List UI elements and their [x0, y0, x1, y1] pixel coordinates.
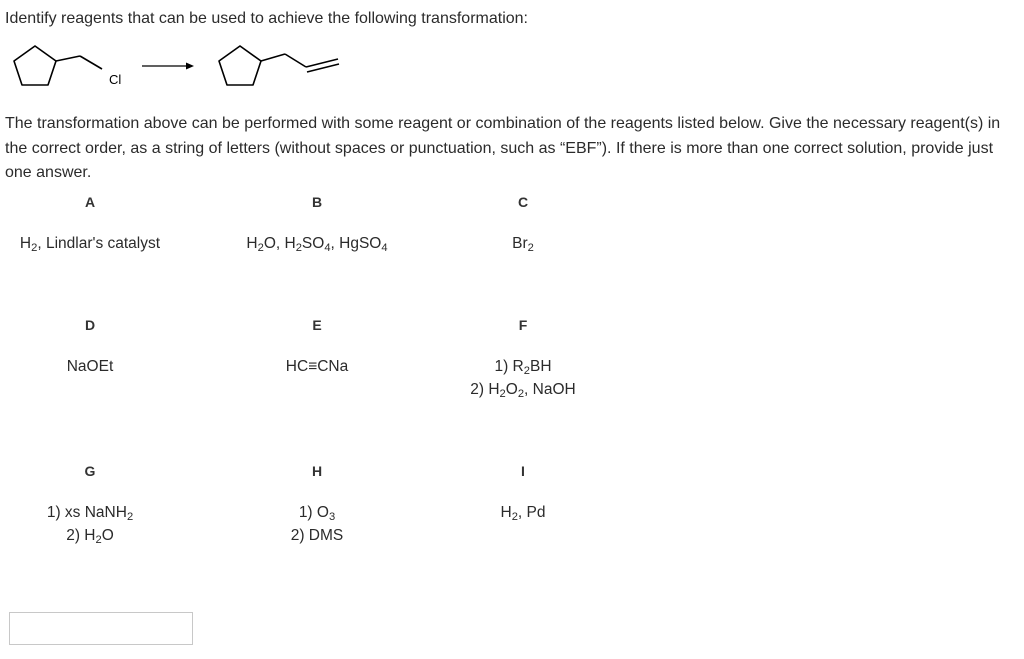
reagent-line: HC≡CNa	[285, 358, 349, 375]
reagent-line: $H_2O$, $H_2SO_4$, HgSO$_4$	[246, 235, 388, 254]
question-prompt: Identify reagents that can be used to achieve the following transformation:	[5, 10, 528, 27]
reagent-line: NaOEt	[66, 358, 114, 375]
chlorine-label: Cl	[109, 72, 122, 87]
reagent-text	[0, 355, 190, 378]
reagent-line: 2) $H_2O$	[66, 527, 114, 546]
reagent-text	[423, 501, 623, 524]
reagent-letter: F	[518, 317, 528, 333]
question-description: The transformation above can be performed with some reagent or combination of the reagents listed below. Give the necessary reagent(s) in the correct order, as a string of letters (without spaces or punctuation, such as “EBF”). If there is more than one correct solution, provide just one answer.	[5, 115, 1001, 181]
reagent-option-b	[217, 192, 417, 255]
reagent-text	[217, 232, 417, 255]
reagent-option-h	[217, 461, 417, 547]
reagent-letter: C	[517, 194, 529, 210]
reaction-scheme	[8, 40, 348, 95]
reagent-letter: E	[312, 317, 322, 333]
reagent-option-e	[217, 315, 417, 378]
reagent-line: 1) $O_3$	[298, 504, 336, 523]
reagent-option-f	[423, 315, 623, 401]
answer-input[interactable]	[9, 612, 193, 645]
reagent-line: 1) xs NaNH$_2$	[46, 504, 134, 523]
reagent-text	[423, 232, 623, 255]
reagent-letter: H	[311, 463, 323, 479]
reagent-option-c	[423, 192, 623, 255]
reaction-arrow	[142, 63, 194, 70]
reagent-line: $H_2$, Lindlar's catalyst	[19, 235, 161, 254]
reagent-text	[217, 501, 417, 547]
starting-material-structure	[14, 46, 102, 85]
reagent-line: $H_2$, Pd	[500, 504, 546, 523]
reagent-text	[0, 232, 190, 255]
reagent-option-d	[0, 315, 190, 378]
reagent-option-i	[423, 461, 623, 524]
reagent-letter: B	[311, 194, 323, 210]
reagent-option-g	[0, 461, 190, 547]
reagent-letter: I	[521, 463, 525, 479]
reagent-line: 1) $R_2BH$	[494, 358, 552, 377]
product-structure	[219, 46, 339, 85]
reagent-letter: G	[84, 463, 96, 479]
reagent-letter: A	[84, 194, 96, 210]
reagent-text	[0, 501, 190, 547]
reagent-line: $Br_2$	[512, 235, 534, 254]
reagent-line: 2) $H_2O_2$, NaOH	[470, 381, 576, 400]
reagent-text	[423, 355, 623, 401]
reagent-line: 2) DMS	[290, 527, 344, 544]
reagent-text	[217, 355, 417, 378]
reagent-option-a	[0, 192, 190, 255]
reagent-letter: D	[84, 317, 96, 333]
